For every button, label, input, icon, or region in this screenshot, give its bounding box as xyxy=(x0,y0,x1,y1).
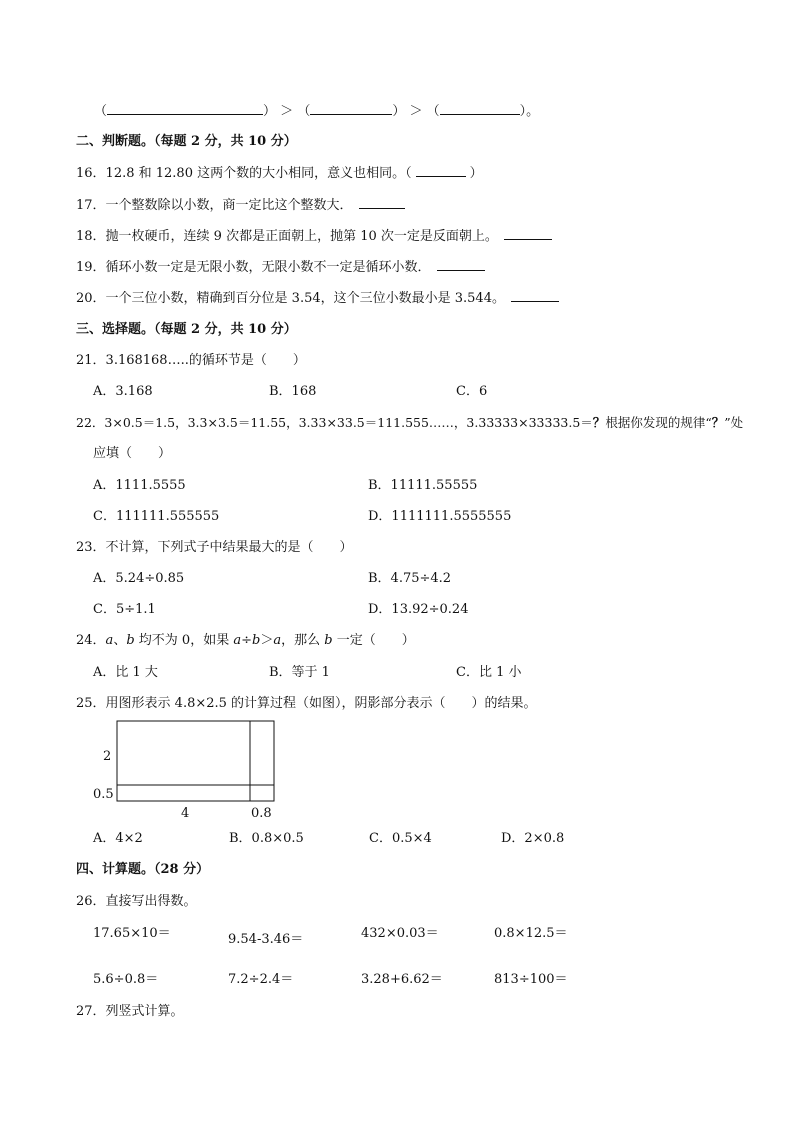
variable-b: b xyxy=(252,633,261,648)
section-heading-choice: 三、选择题。（每题 2 分，共 10 分） xyxy=(76,322,297,337)
question-number: 24． xyxy=(76,633,106,648)
question-25: 25．用图形表示 4.8×2.5 的计算过程（如图），阴影部分表示（ ）的结果。 xyxy=(76,696,537,711)
calc-item-4: 0.8×12.5＝ xyxy=(494,926,568,941)
paren-open: （ xyxy=(426,104,440,119)
answer-blank[interactable] xyxy=(440,102,520,115)
answer-blank[interactable] xyxy=(437,258,485,271)
option-25-d[interactable]: D．2×0.8 xyxy=(501,831,565,846)
variable-a: a xyxy=(273,633,282,648)
calc-item-3: 432×0.03＝ xyxy=(361,926,439,941)
option-23-b[interactable]: B．4.75÷4.2 xyxy=(368,571,452,586)
question-22-text: 根据你发现的规律“ xyxy=(605,415,712,430)
option-24-a[interactable]: A．比 1 大 xyxy=(93,665,158,680)
calc-item-6: 7.2÷2.4＝ xyxy=(228,972,294,987)
option-24-c[interactable]: C．比 1 小 xyxy=(456,665,522,680)
label-0-5: 0.5 xyxy=(93,787,114,802)
section-heading-judgment: 二、判断题。（每题 2 分，共 10 分） xyxy=(76,134,297,149)
question-18 xyxy=(76,227,552,246)
question-26: 26．直接写出得数。 xyxy=(76,894,197,909)
option-25-a[interactable]: A．4×2 xyxy=(93,831,143,846)
question-24-text: 一定（ ） xyxy=(332,633,415,648)
calc-item-5: 5.6÷0.8＝ xyxy=(93,972,159,987)
option-21-b[interactable]: B．168 xyxy=(269,384,317,399)
answer-blank[interactable] xyxy=(310,102,392,115)
question-22-text: ”处 xyxy=(724,415,744,430)
calc-item-2: 9.54-3.46＝ xyxy=(228,932,304,947)
option-22-d[interactable]: D．1111111.5555555 xyxy=(368,509,512,524)
option-22-a[interactable]: A．1111.5555 xyxy=(93,478,186,493)
question-22-line2: 应填（ ） xyxy=(93,446,172,461)
question-mark: ？ xyxy=(592,415,606,430)
question-22 xyxy=(76,414,743,432)
paren-close: ） xyxy=(263,104,277,119)
question-20 xyxy=(76,289,559,308)
paren-close-period: ）。 xyxy=(519,104,540,119)
option-21-c[interactable]: C．6 xyxy=(456,384,488,399)
answer-blank[interactable] xyxy=(416,164,466,177)
question-19-text: 19．循环小数一定是无限小数，无限小数不一定是循环小数． xyxy=(76,260,431,275)
question-20-text: 20．一个三位小数，精确到百分位是 3.54，这个三位小数最小是 3.544。 xyxy=(76,291,505,306)
section-heading-calculation: 四、计算题。（28 分） xyxy=(76,862,210,877)
greater-than: ＞ xyxy=(280,104,294,119)
question-17 xyxy=(76,196,405,215)
option-22-b[interactable]: B．11111.55555 xyxy=(368,478,478,493)
variable-b: b xyxy=(324,633,333,648)
variable-a: a xyxy=(233,633,242,648)
label-2: 2 xyxy=(103,749,112,764)
question-16-text: 16．12.8 和 12.80 这两个数的大小相同，意义也相同。（ xyxy=(76,166,412,181)
question-mark: ？ xyxy=(711,415,725,430)
answer-blank[interactable] xyxy=(359,196,405,209)
area-model-figure xyxy=(88,716,288,824)
calc-item-8: 813÷100＝ xyxy=(494,972,568,987)
paren-open: （ xyxy=(297,104,311,119)
greater-than: ＞ xyxy=(409,104,423,119)
question-21: 21．3.168168…..的循环节是（ ） xyxy=(76,353,306,368)
question-16 xyxy=(76,164,483,183)
option-25-b[interactable]: B．0.8×0.5 xyxy=(229,831,304,846)
option-23-a[interactable]: A．5.24÷0.85 xyxy=(93,571,185,586)
option-24-b[interactable]: B．等于 1 xyxy=(269,665,330,680)
question-24-text: ，那么 xyxy=(281,633,325,648)
option-23-d[interactable]: D．13.92÷0.24 xyxy=(368,602,469,617)
answer-blank[interactable] xyxy=(504,227,552,240)
option-21-a[interactable]: A．3.168 xyxy=(93,384,153,399)
question-22-text: 22．3×0.5＝1.5，3.3×3.5＝11.55，3.33×33.5＝111.555……，3.33333×33333.5＝ xyxy=(76,415,593,430)
option-23-c[interactable]: C．5÷1.1 xyxy=(93,602,156,617)
variable-b: b xyxy=(126,633,135,648)
question-24-text: ＞ xyxy=(260,633,274,648)
label-4: 4 xyxy=(181,806,190,821)
question-19 xyxy=(76,258,485,277)
calc-item-7: 3.28+6.62＝ xyxy=(361,972,443,987)
calc-item-1: 17.65×10＝ xyxy=(93,926,171,941)
top-ordering-line xyxy=(94,102,539,121)
option-25-c[interactable]: C．0.5×4 xyxy=(369,831,432,846)
label-0-8: 0.8 xyxy=(251,806,272,821)
question-24-text: 、 xyxy=(113,633,127,648)
question-24 xyxy=(76,632,415,650)
question-17-text: 17．一个整数除以小数，商一定比这个整数大． xyxy=(76,198,353,213)
answer-blank[interactable] xyxy=(107,102,263,115)
paren-open: （ xyxy=(94,104,108,119)
question-24-text: ÷ xyxy=(241,633,252,648)
question-23: 23．不计算，下列式子中结果最大的是（ ） xyxy=(76,540,353,555)
paren-close: ） xyxy=(392,104,406,119)
option-22-c[interactable]: C．111111.555555 xyxy=(93,509,220,524)
paren-close: ） xyxy=(469,166,483,181)
variable-a: a xyxy=(105,633,114,648)
answer-blank[interactable] xyxy=(511,289,559,302)
question-27: 27．列竖式计算。 xyxy=(76,1004,184,1019)
question-24-text: 均不为 0，如果 xyxy=(134,633,234,648)
question-18-text: 18．抛一枚硬币，连续 9 次都是正面朝上，抛第 10 次一定是反面朝上。 xyxy=(76,229,498,244)
